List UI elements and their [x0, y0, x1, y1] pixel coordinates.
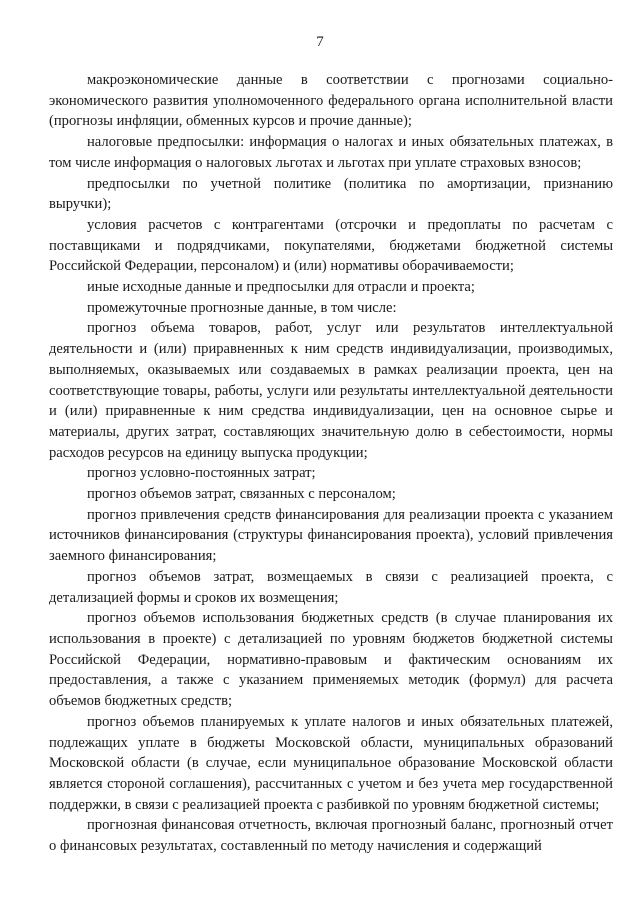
- paragraph: прогноз объемов использования бюджетных средств (в случае планирования их использования в проекте) с детализацией по уровням бюджетов бюджетной системы Российской Федерации, нормативно-правовым и фактическим основаниям их предоставления, а также с указанием применяемых методик (формул) для расчета объемов бюджетных средств;: [49, 610, 613, 710]
- paragraph: прогнозная финансовая отчетность, включая прогнозный баланс, прогнозный отчет о финансовых результатах, составленный по методу начисления и содержащий: [49, 817, 613, 855]
- page-number: 7: [316, 34, 324, 50]
- paragraph: прогноз привлечения средств финансирования для реализации проекта с указанием источников финансирования (структуры финансирования проекта), условий привлечения заемного финансирования;: [49, 506, 613, 565]
- paragraph: прогноз объема товаров, работ, услуг или результатов интеллектуальной деятельности и (или) приравненных к ним средств индивидуализации, производимых, выполняемых, оказываемых или создаваемых в рамках реализации проекта, цен на соответствующие товары, работы, услуги или результаты интеллектуальной деятельности и (или) приравненные к ним средства индивидуализации, цен на основное сырье и материалы, других затрат, составляющих значительную долю в себестоимости, нормы расходов ресурсов на единицу выпуска продукции;: [49, 320, 613, 461]
- paragraph: предпосылки по учетной политике (политика по амортизации, признанию выручки);: [49, 175, 613, 213]
- paragraph: прогноз объемов затрат, связанных с персоналом;: [87, 486, 396, 503]
- paragraph: налоговые предпосылки: информация о налогах и иных обязательных платежах, в том числе информация о налоговых льготах и льготах при уплате страховых взносов;: [49, 134, 613, 171]
- paragraph: условия расчетов с контрагентами (отсрочки и предоплаты по расчетам с поставщиками и подрядчиками, покупателями, бюджетами бюджетной системы Российской Федерации, персоналом) и (или) нормативы оборачиваемости;: [49, 216, 613, 275]
- paragraph: макроэкономические данные в соответствии с прогнозами социально-экономического развития уполномоченного федерального органа исполнительной власти (прогнозы инфляции, обменных курсов и прочие данные);: [49, 72, 613, 130]
- paragraph: прогноз объемов планируемых к уплате налогов и иных обязательных платежей, подлежащих уплате в бюджеты Московской области, муниципальных образований Московской области (в случае, если муниципальное образование Московской области является стороной соглашения), рассчитанных с учетом и без учета мер государственной поддержки, в связи с реализацией проекта с разбивкой по уровням бюджетной системы;: [49, 713, 613, 813]
- paragraph: прогноз объемов затрат, возмещаемых в связи с реализацией проекта, с детализацией формы и сроков их возмещения;: [49, 568, 613, 606]
- paragraph: прогноз условно-постоянных затрат;: [87, 465, 316, 482]
- paragraph: промежуточные прогнозные данные, в том числе:: [87, 299, 397, 316]
- paragraph: иные исходные данные и предпосылки для отрасли и проекта;: [87, 279, 475, 296]
- document-body: [49, 70, 613, 857]
